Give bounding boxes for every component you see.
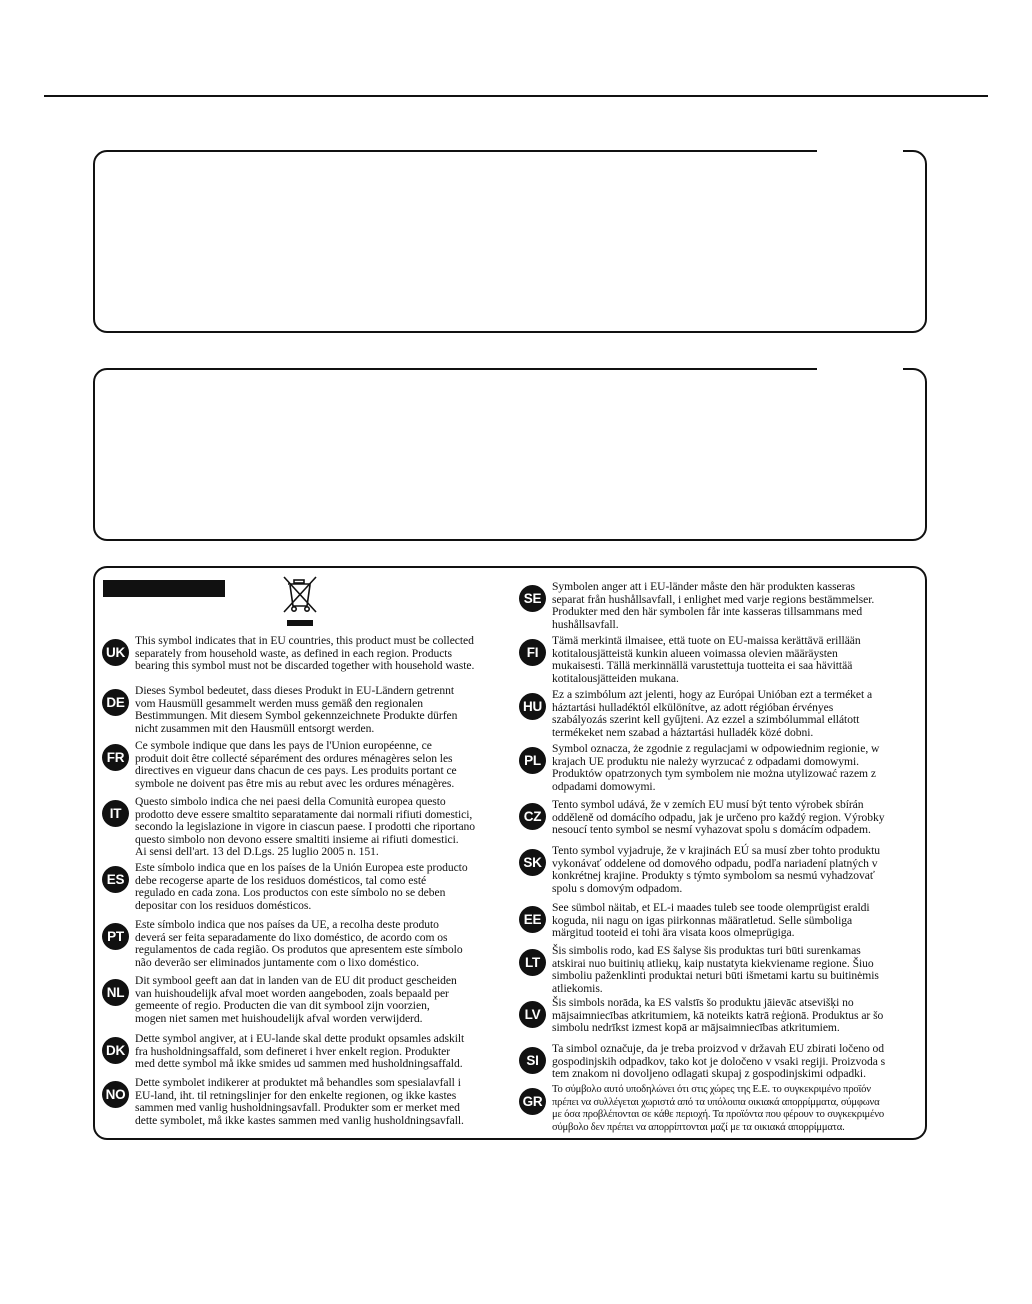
entry-it [102, 796, 507, 859]
country-code-badge: UK [102, 639, 129, 666]
country-code-badge: SE [519, 585, 546, 612]
entry-text: See sümbol näitab, et EL-i maades tuleb see toode olemprügist eraldi koguda, nii nagu on igas piirkonnas määratletud. Selle sümboliga märgitud tooteid ei tohi ära visata koos olmeprügiga. [552, 901, 870, 940]
entry-text: Šis simbolis rodo, kad ES šalyse šis produktas turi būti surenkamas atskirai nuo buitinių atliekų, kaip nustatyta kiekviename regione. Šiuo simboliu paženklinti produktai neturi būti išmetami kartu su buitinėmis atliekomis. [552, 944, 879, 995]
entry-no [102, 1077, 507, 1127]
country-code-badge: PT [102, 923, 129, 950]
entry-text: Το σύμβολο αυτό υποδηλώνει ότι στις χώρες της Ε.Ε. το συγκεκριμένο προϊόν πρέπει να συλλέγεται χωριστά από τα υπόλοιπα οικιακά απορρίμματα, σύμφωνα με όσα προβλέπονται σε κάθε περιοχή. Τα προϊόντα που φέρουν το συγκεκριμένο σύμβολο δεν πρέπει να απορρίπτονται μαζί με τα οικιακά απορρίμματα. [552, 1084, 884, 1133]
entry-fi [519, 635, 916, 685]
country-code-badge: LV [519, 1001, 546, 1028]
entry-dk [102, 1033, 507, 1071]
country-code-badge: EE [519, 906, 546, 933]
entry-hu [519, 689, 916, 739]
entry-text: Dette symbol angiver, at i EU-lande skal dette produkt opsamles adskilt fra husholdningsaffald, som defineret i hver enkelt region. Produkter med dette symbol må ikke smides ud sammen med husholdningsaffald. [135, 1032, 465, 1071]
entry-text: Dit symbool geeft aan dat in landen van de EU dit product gescheiden van huishoudelijk afval moet worden aangeboden, zoals bepaald per gemeente of regio. Producten die van dit symbool zijn voorzien, mogen niet samen met huishoudelijk afval worden verwijderd. [135, 974, 457, 1025]
entry-text: Tento symbol udává, že v zemích EU musí být tento výrobek sbírán odděleně od domácího odpadu, jak je určeno pro každý region. Výrobky nesoucí tento symbol se nesmí vyhazovat spolu s domácím odpadem. [552, 798, 885, 837]
entry-text: Dieses Symbol bedeutet, dass dieses Produkt in EU-Ländern getrennt vom Hausmüll gesammelt werden muss gemäß den regionalen Bestimmungen. Mit diesem Symbol gekennzeichnete Produkte dürfen nicht zusammen mit den Hausmüll entsorgt werden. [135, 684, 458, 735]
entry-se [519, 581, 916, 631]
entry-lv [519, 997, 916, 1035]
country-code-badge: FR [102, 744, 129, 771]
entry-text: Dette symbolet indikerer at produktet må behandles som spesialavfall i EU-land, iht. til retningslinjer for den enkelte regionen, og ikke kastes sammen med vanlig husholdningsavfall. Produkter som er merket med dette symbolet, må ikke kastes sammen med vanlig husholdningsavfall. [135, 1076, 464, 1127]
entry-pt [102, 919, 507, 969]
country-code-badge: DK [102, 1037, 129, 1064]
notice-box-2 [93, 368, 927, 541]
entry-sk [519, 845, 916, 895]
entry-text: Tämä merkintä ilmaisee, että tuote on EU-maissa kerättävä erillään kotitalousjätteistä kunkin alueen voimassa olevien määräysten mukaisesti. Tällä merkinnällä varustettuja tuotteita ei saa hävittää kotitalousjätteiden mukana. [552, 634, 861, 685]
country-code-badge: SK [519, 849, 546, 876]
entry-gr [519, 1084, 916, 1134]
entry-text: Ce symbole indique que dans les pays de l'Union européenne, ce produit doit être collecté séparément des ordures ménagères selon les directives en vigueur dans chacun de ces pays. Les produits portant ce symbole ne doivent pas être mis au rebut avec les ordures ménagères. [135, 739, 457, 790]
box-notch [817, 367, 903, 373]
entry-text: This symbol indicates that in EU countries, this product must be collected separately from household waste, as defined in each region. Products bearing this symbol must not be discarded together with household waste. [135, 634, 475, 673]
country-code-badge: CZ [519, 803, 546, 830]
top-rule [44, 95, 988, 97]
country-code-badge: SI [519, 1047, 546, 1074]
entry-uk [102, 635, 507, 673]
entry-text: Symbol oznacza, że zgodnie z regulacjami w odpowiednim regionie, w krajach UE produktu nie należy wyrzucać z odpadami domowymi. Produktów opatrzonych tym symbolem nie można utylizować razem z odpadami domowymi. [552, 742, 880, 793]
entry-lt [519, 945, 916, 995]
country-code-badge: GR [519, 1088, 546, 1115]
country-code-badge: DE [102, 689, 129, 716]
entry-fr [102, 740, 507, 790]
entry-nl [102, 975, 507, 1025]
entry-si [519, 1043, 916, 1081]
entry-de [102, 685, 507, 735]
country-code-badge: ES [102, 866, 129, 893]
entry-text: Este símbolo indica que nos países da UE, a recolha deste produto deverá ser feita separadamente do lixo doméstico, de acordo com os regulamentos de cada região. Os produtos que apresentem este símbolo não deverão ser eliminados juntamente com o lixo doméstico. [135, 918, 463, 969]
header-black-bar [103, 580, 225, 597]
entry-es [102, 862, 507, 912]
entry-text: Ez a szimbólum azt jelenti, hogy az Európai Unióban ezt a terméket a háztartási hulladéktól elkülönítve, az adott régióban érvényes szabályozás szerint kell gyűjteni. Az ezzel a szimbólummal ellátott termékeket nem szabad a háztartási hulladék közé dobni. [552, 688, 873, 739]
entry-text: Ta simbol označuje, da je treba proizvod v državah EU zbirati ločeno od gospodinjskih odpadkov, tako kot je določeno v vsaki regiji. Proizvoda s tem znakom ni dovoljeno odlagati skupaj z gospodinjskimi odpadki. [552, 1042, 886, 1081]
entry-text: Tento symbol vyjadruje, že v krajinách EÚ sa musí zber tohto produktu vykonávať oddelene od domového odpadu, podľa nariadení platných v konkrétnej krajine. Produkty s týmto symbolom sa nesmú vyhadzovať spolu s domovým odpadom. [552, 844, 881, 895]
country-code-badge: NL [102, 979, 129, 1006]
notice-box-1 [93, 150, 927, 333]
entry-pl [519, 743, 916, 793]
entry-cz [519, 799, 916, 837]
country-code-badge: IT [102, 800, 129, 827]
country-code-badge: PL [519, 747, 546, 774]
box-notch [817, 149, 903, 155]
country-code-badge: HU [519, 693, 546, 720]
country-code-badge: LT [519, 949, 546, 976]
entry-text: Šis simbols norāda, ka ES valstīs šo produktu jāievāc atsevišķi no mājsaimniecības atkritumiem, kā noteikts katrā reģionā. Produktus ar šo simbolu nedrīkst izmest kopā ar mājsaimniecības atkritumiem. [552, 996, 884, 1035]
country-code-badge: NO [102, 1081, 129, 1108]
entry-text: Este símbolo indica que en los países de la Unión Europea este producto debe recogerse aparte de los residuos domésticos, tal como esté regulado en cada zona. Los productos con este símbolo no se deben depositar con los residuos domésticos. [135, 861, 468, 912]
entry-text: Symbolen anger att i EU-länder måste den här produkten kasseras separat från hushållsavfall, i enlighet med varje regions bestämmelser. Produkter med den här symbolen får inte kasseras tillsammans med hushållsavfall. [552, 580, 875, 631]
country-code-badge: FI [519, 639, 546, 666]
entry-ee [519, 902, 916, 940]
entry-text: Questo simbolo indica che nei paesi della Comunità europea questo prodotto deve essere smaltito separatamente dai normali rifiuti domestici, secondo la legislazione in vigore in ciascun paese. I prodotti che riportano questo simbolo non devono essere smaltiti insieme ai rifiuti domestici. Ai sensi dell'art. 13 del D.Lgs. 25 luglio 2005 n. 151. [135, 795, 476, 859]
crossed-out-wheelie-bin-icon [281, 572, 321, 628]
